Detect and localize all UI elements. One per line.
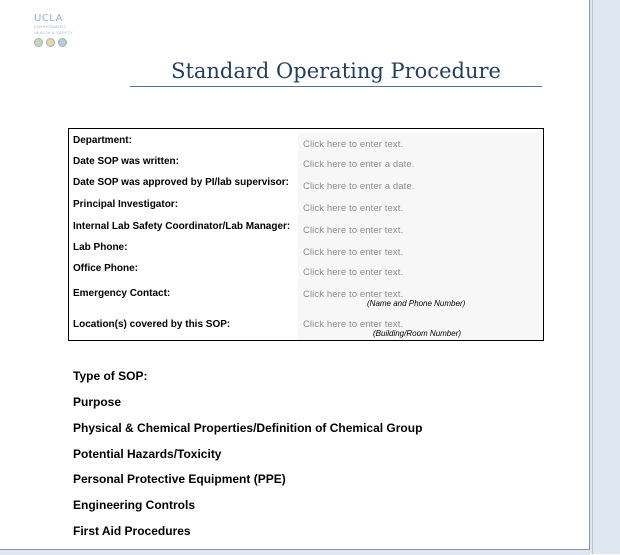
section-engineering-controls: Engineering Controls xyxy=(73,498,196,512)
principal-investigator-placeholder: Click here to enter text. xyxy=(303,203,404,214)
ucla-ehs-logo xyxy=(34,14,104,47)
leaf-emblem-icon xyxy=(34,38,43,47)
logo-ucla-text: UCLA xyxy=(34,13,63,24)
principal-investigator-label: Principal Investigator: xyxy=(73,199,179,210)
location-placeholder: Click here to enter text. xyxy=(303,319,404,330)
emergency-contact-field[interactable] xyxy=(298,286,543,315)
form-row-date-approved xyxy=(69,176,543,198)
form-row-emergency-contact xyxy=(69,286,543,315)
logo-subtitle-line1: ENVIRONMENT, xyxy=(34,24,67,29)
location-field[interactable] xyxy=(298,315,543,340)
location-label: Location(s) covered by this SOP: xyxy=(73,319,231,330)
form-row-department xyxy=(69,133,543,155)
page-title: Standard Operating Procedure xyxy=(171,59,501,83)
principal-investigator-field[interactable] xyxy=(298,198,543,220)
department-placeholder: Click here to enter text. xyxy=(303,139,404,150)
office-phone-field[interactable] xyxy=(298,263,543,286)
section-ppe: Personal Protective Equipment (PPE) xyxy=(73,472,286,486)
lab-phone-field[interactable] xyxy=(298,242,543,263)
lab-phone-label: Lab Phone: xyxy=(73,242,128,253)
lab-safety-coordinator-placeholder: Click here to enter text. xyxy=(303,225,404,236)
date-approved-placeholder: Click here to enter a date. xyxy=(303,181,415,192)
window-frame-bottom xyxy=(0,549,590,555)
lab-phone-placeholder: Click here to enter text. xyxy=(303,247,404,258)
date-approved-field[interactable] xyxy=(298,176,543,198)
section-first-aid: First Aid Procedures xyxy=(73,524,191,538)
emergency-contact-hint: (Name and Phone Number) xyxy=(367,299,466,308)
date-written-placeholder: Click here to enter a date. xyxy=(303,159,415,170)
section-hazards: Potential Hazards/Toxicity xyxy=(73,447,222,461)
form-row-principal-investigator xyxy=(69,198,543,220)
date-written-label: Date SOP was written: xyxy=(73,156,179,167)
emergency-contact-label: Emergency Contact: xyxy=(73,288,171,299)
department-field[interactable] xyxy=(298,133,543,155)
form-row-location xyxy=(69,315,543,340)
section-purpose: Purpose xyxy=(73,395,122,409)
date-written-field[interactable] xyxy=(298,155,543,176)
window-frame-right xyxy=(589,0,620,554)
form-row-lab-safety-coordinator xyxy=(69,220,543,242)
form-row-date-written xyxy=(69,155,543,176)
office-phone-label: Office Phone: xyxy=(73,263,139,274)
logo-subtitle-line2: HEALTH & SAFETY xyxy=(34,29,73,35)
lab-safety-coordinator-field[interactable] xyxy=(298,220,543,242)
department-label: Department: xyxy=(73,135,132,146)
location-hint: (Building/Room Number) xyxy=(373,329,462,338)
emergency-contact-placeholder: Click here to enter text. xyxy=(303,289,404,300)
form-row-lab-phone xyxy=(69,242,543,263)
gear-emblem-icon xyxy=(58,38,67,47)
section-properties: Physical & Chemical Properties/Definition of Chemical Group xyxy=(73,421,423,435)
sop-info-form xyxy=(68,128,544,341)
date-approved-label: Date SOP was approved by PI/lab supervisor: xyxy=(73,177,290,188)
form-row-office-phone xyxy=(69,263,543,286)
logo-icons xyxy=(34,38,104,47)
office-phone-placeholder: Click here to enter text. xyxy=(303,267,404,278)
section-type-of-sop: Type of SOP: xyxy=(73,369,148,383)
lab-safety-coordinator-label: Internal Lab Safety Coordinator/Lab Manager: xyxy=(73,221,291,232)
title-underline xyxy=(130,86,542,87)
hazard-emblem-icon xyxy=(46,38,55,47)
